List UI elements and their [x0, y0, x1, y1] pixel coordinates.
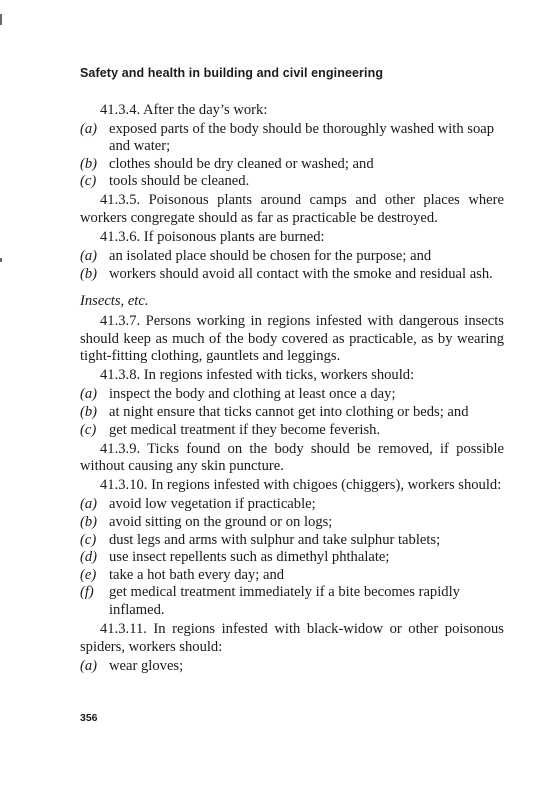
paragraph: 41.3.7. Persons working in regions infested with dangerous insects should keep as much of the body covered as practicable, as by wearing tight-fitting clothing, gauntlets and leggings. [80, 313, 504, 365]
list-item-marker: (b) [80, 265, 98, 282]
list-item [80, 121, 504, 156]
list-item-marker: (e) [80, 566, 97, 583]
list-item-marker: (c) [80, 173, 97, 190]
paragraph: 41.3.8. In regions infested with ticks, workers should: [100, 367, 415, 384]
list-item-text: dust legs and arms with sulphur and take sulphur tablets; [109, 531, 441, 548]
list-item-marker: (b) [80, 404, 98, 420]
paragraph: 41.3.5. Poisonous plants around camps and other places where workers congregate should as far as practicable be destroyed. [80, 192, 504, 227]
list-item-text: clothes should be dry cleaned or washed; and [109, 155, 374, 172]
list-item [80, 584, 504, 619]
page-number: 356 [80, 712, 98, 724]
list-item-marker: (a) [80, 120, 98, 137]
list-item [80, 404, 504, 422]
list-item-text: exposed parts of the body should be thoroughly washed with soap and water; [109, 120, 495, 155]
list-item-text: workers should avoid all contact with the smoke and residual ash. [109, 265, 493, 282]
list-item [80, 386, 504, 404]
paragraph: 41.3.10. In regions infested with chigoes (chiggers), workers should: [100, 477, 502, 494]
list-item-marker: (a) [80, 248, 98, 265]
list-item-marker: (c) [80, 421, 97, 438]
list-item-text: inspect the body and clothing at least once a day; [109, 386, 396, 403]
list-item [80, 658, 504, 676]
list-item [80, 422, 504, 440]
scan-edge-mark [0, 258, 2, 262]
list-item-text: get medical treatment if they become feverish. [109, 421, 381, 438]
paragraph: 41.3.4. After the day’s work: [100, 101, 268, 118]
list-item-text: tools should be cleaned. [109, 173, 250, 190]
list-item-marker: (f) [80, 584, 94, 601]
list-item [80, 156, 504, 174]
list-item-marker: (d) [80, 549, 98, 566]
list-item-marker: (c) [80, 531, 97, 548]
list-item [80, 496, 504, 514]
running-head: Safety and health in building and civil engineering [80, 66, 384, 80]
list-item-text: use insect repellents such as dimethyl phthalate; [109, 549, 390, 566]
list-item-text: get medical treatment immediately if a bite becomes rapidly inflamed. [109, 584, 460, 619]
section-subheading: Insects, etc. [80, 293, 149, 310]
list-item-text: an isolated place should be chosen for the purpose; and [109, 248, 432, 265]
list-item [80, 248, 504, 266]
list-item-text: wear gloves; [109, 657, 184, 674]
list-item-text: avoid low vegetation if practicable; [109, 496, 316, 513]
list-item-marker: (a) [80, 657, 98, 674]
list-item-text: at night ensure that ticks cannot get into clothing or beds; and [109, 404, 469, 420]
list-item-marker: (a) [80, 386, 98, 403]
list-item-marker: (a) [80, 496, 98, 513]
list-item [80, 173, 504, 191]
list-item-marker: (b) [80, 155, 98, 172]
page-body [80, 100, 504, 675]
list-item [80, 266, 504, 284]
list-item-marker: (b) [80, 514, 98, 531]
list-item-text: avoid sitting on the ground or on logs; [109, 514, 333, 531]
list-item [80, 549, 504, 567]
list-item [80, 532, 504, 550]
scan-edge-mark [0, 14, 2, 25]
list-item-text: take a hot bath every day; and [109, 566, 285, 583]
list-item [80, 514, 504, 532]
list-item [80, 567, 504, 585]
paragraph: 41.3.9. Ticks found on the body should be removed, if possible without causing any skin puncture. [80, 440, 504, 475]
paragraph: 41.3.6. If poisonous plants are burned: [100, 229, 325, 246]
paragraph: 41.3.11. In regions infested with black-widow or other poisonous spiders, workers should: [80, 621, 504, 655]
